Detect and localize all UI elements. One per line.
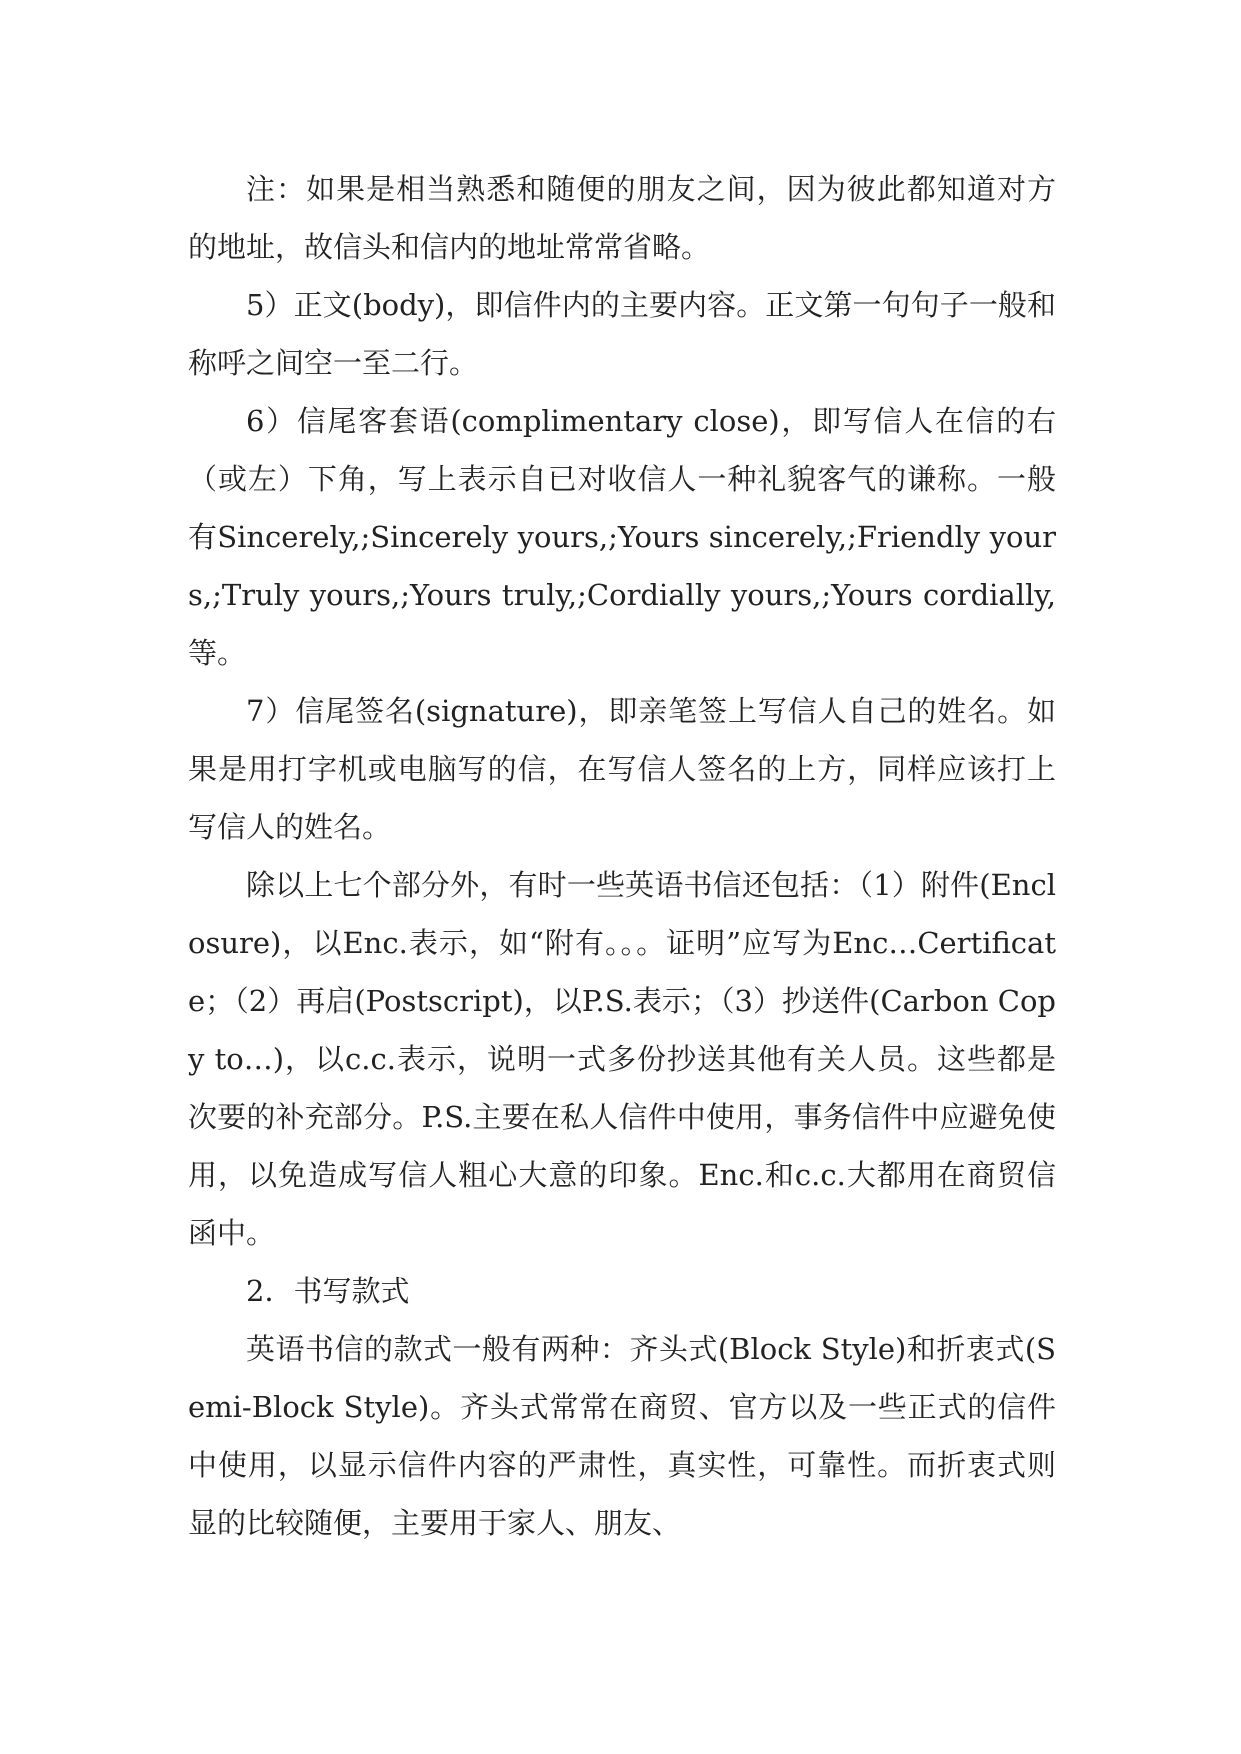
paragraph-extra-parts: 除以上七个部分外，有时一些英语书信还包括：（1）附件(Enclosure)，以Enc.表示，如“附有。。。证明”应写为Enc…Certificate；（2）再启(Postscript)，以P.S.表示；（3）抄送件(Carbon Copy to…)，以c.c.表示，说明一式多份抄送其他有关人员。这些都是次要的补充部分。P.S.主要在私人信件中使用，事务信件中应避免使用，以免造成写信人粗心大意的印象。Enc.和c.c.大都用在商贸信函中。	[188, 868, 1056, 1250]
paragraph-complimentary-close: 6）信尾客套语(complimentary close)，即写信人在信的右（或左）下角，写上表示自已对收信人一种礼貌客气的谦称。一般有Sincerely,;Sincerely yours,;Yours sincerely,;Friendly yours,;Truly yours,;Yours truly,;Cordially yours,;Yours cordially,等。	[188, 404, 1056, 670]
paragraph-body: 5）正文(body)，即信件内的主要内容。正文第一句句子一般和称呼之间空一至二行。	[188, 288, 1056, 380]
document-body	[188, 160, 1056, 1552]
section-heading-format: 2．书写款式	[246, 1274, 410, 1308]
paragraph-note-address: 注：如果是相当熟悉和随便的朋友之间，因为彼此都知道对方的地址，故信头和信内的地址常常省略。	[188, 172, 1056, 264]
paragraph-letter-styles: 英语书信的款式一般有两种：齐头式(Block Style)和折衷式(Semi-Block Style)。齐头式常常在商贸、官方以及一些正式的信件中使用，以显示信件内容的严肃性，真实性，可靠性。而折衷式则显的比较随便，主要用于家人、朋友、	[188, 1332, 1056, 1540]
paragraph-signature: 7）信尾签名(signature)，即亲笔签上写信人自己的姓名。如果是用打字机或电脑写的信，在写信人签名的上方，同样应该打上写信人的姓名。	[188, 694, 1056, 844]
